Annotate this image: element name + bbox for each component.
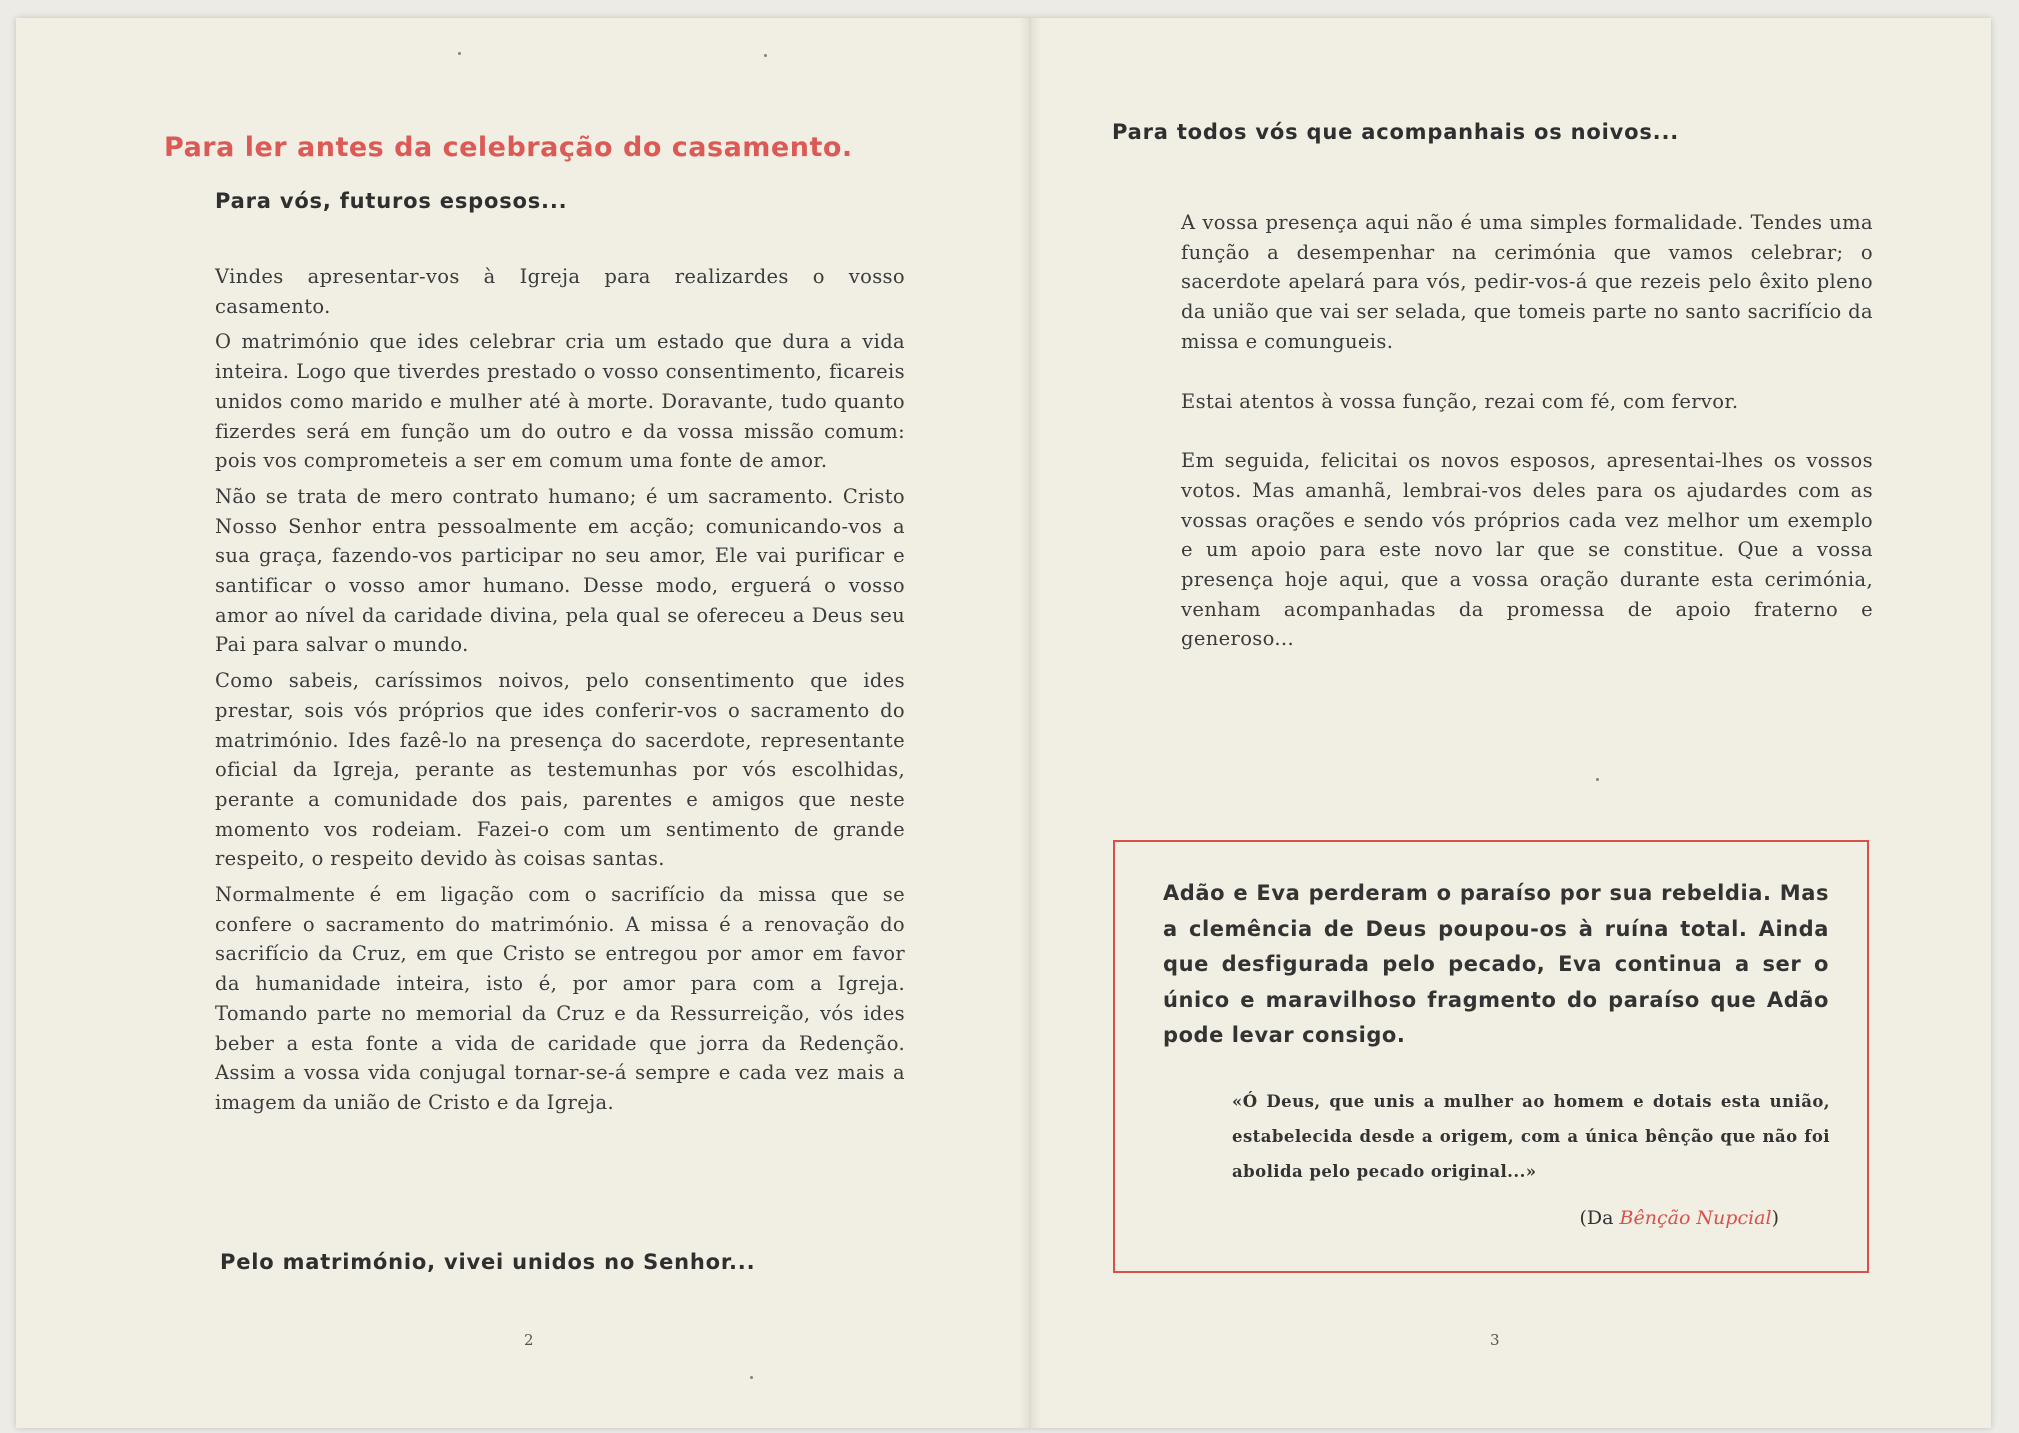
- paper-speck: [458, 52, 461, 55]
- center-fold: [1019, 18, 1041, 1428]
- left-page-closing: Pelo matrimónio, vivei unidos no Senhor...: [220, 1250, 756, 1274]
- paragraph: Em seguida, felicitai os novos esposos, apresentai-lhes os vossos votos. Mas amanhã, lembrai-vos deles para os ajudardes com as vossas orações e sendo vós próprios cada vez melhor um exemplo e um apoio para este novo lar que se constitue. Que a vossa presença hoje aqui, que a vossa oração durante esta cerimónia, venham acompanhadas da promessa de apoio fraterno e generoso...: [1181, 449, 1873, 651]
- quote-box: [1113, 840, 1869, 1273]
- paragraph: A vossa presença aqui não é uma simples formalidade. Tendes uma função a desempenhar na cerimónia que vamos celebrar; o sacerdote apelará para vós, pedir-vos-á que rezeis pelo êxito pleno da união que vai ser selada, que tomeis parte no santo sacrifício da missa e comungueis.: [1181, 211, 1873, 353]
- paper-speck: [764, 54, 767, 57]
- right-page-title: Para todos vós que acompanhais os noivos...: [1112, 120, 1680, 144]
- right-page-body: [1181, 208, 1873, 684]
- left-page-title: Para ler antes da celebração do casamento.: [164, 132, 853, 163]
- page-number-left: 2: [524, 1331, 534, 1349]
- quote-attribution: [1580, 1207, 1779, 1229]
- nuptial-blessing-quote: «Ó Deus, que unis a mulher ao homem e dotais esta união, estabelecida desde a origem, com a única bênção que não foi abolida pelo pecado original...»: [1232, 1092, 1830, 1181]
- box-main-text: Adão e Eva perderam o paraíso por sua rebeldia. Mas a clemência de Deus poupou-os à ruína total. Ainda que desfigurada pelo pecado, Eva continua a ser o único e maravilhoso fragmento do paraíso que Adão pode levar consigo.: [1163, 881, 1829, 1047]
- paragraph: Estai atentos à vossa função, rezai com fé, com fervor.: [1181, 389, 1739, 413]
- paragraph: O matrimónio que ides celebrar cria um estado que dura a vida inteira. Logo que tiverdes prestado o vosso consentimento, ficareis unidos como marido e mulher até à morte. Doravante, tudo quanto fizerdes será em função um do outro e da vossa missão comum: pois vos comprometeis a ser em comum uma fonte de amor.: [215, 330, 905, 473]
- attribution-source: Bênção Nupcial: [1619, 1207, 1772, 1229]
- paper-speck: [750, 1376, 753, 1379]
- paragraph: Vindes apresentar-vos à Igreja para realizardes o vosso casamento.: [215, 265, 905, 318]
- attribution-suffix: ): [1771, 1207, 1779, 1229]
- booklet-spread: [16, 18, 1991, 1428]
- left-page-subtitle: Para vós, futuros esposos...: [215, 189, 568, 213]
- page-number-right: 3: [1490, 1331, 1500, 1349]
- attribution-prefix: (Da: [1579, 1207, 1620, 1229]
- left-page-body: [215, 262, 905, 1124]
- paragraph: Não se trata de mero contrato humano; é um sacramento. Cristo Nosso Senhor entra pessoalmente em acção; comunicando-vos a sua graça, fazendo-vos participar no seu amor, Ele vai purificar e santificar o vosso amor humano. Desse modo, erguerá o vosso amor ao nível da caridade divina, pela qual se ofereceu a Deus seu Pai para salvar o mundo.: [215, 484, 905, 657]
- paragraph: Como sabeis, caríssimos noivos, pelo consentimento que ides prestar, sois vós próprios que ides conferir-vos o sacramento do matrimónio. Ides fazê-lo na presença do sacerdote, representante oficial da Igreja, perante as testemunhas por vós escolhidas, perante a comunidade dos pais, parentes e amigos que neste momento vos rodeiam. Fazei-o com um sentimento de grande respeito, o respeito devido às coisas santas.: [215, 669, 905, 871]
- paper-speck: [1596, 778, 1599, 781]
- paragraph: Normalmente é em ligação com o sacrifício da missa que se confere o sacramento do matrimónio. A missa é a renovação do sacrifício da Cruz, em que Cristo se entregou por amor em favor da humanidade inteira, isto é, por amor para com a Igreja. Tomando parte no memorial da Cruz e da Ressurreição, vós ides beber a esta fonte a vida de caridade que jorra da Redenção. Assim a vossa vida conjugal tornar-se-á sempre e cada vez mais a imagem da união de Cristo e da Igreja.: [215, 883, 905, 1114]
